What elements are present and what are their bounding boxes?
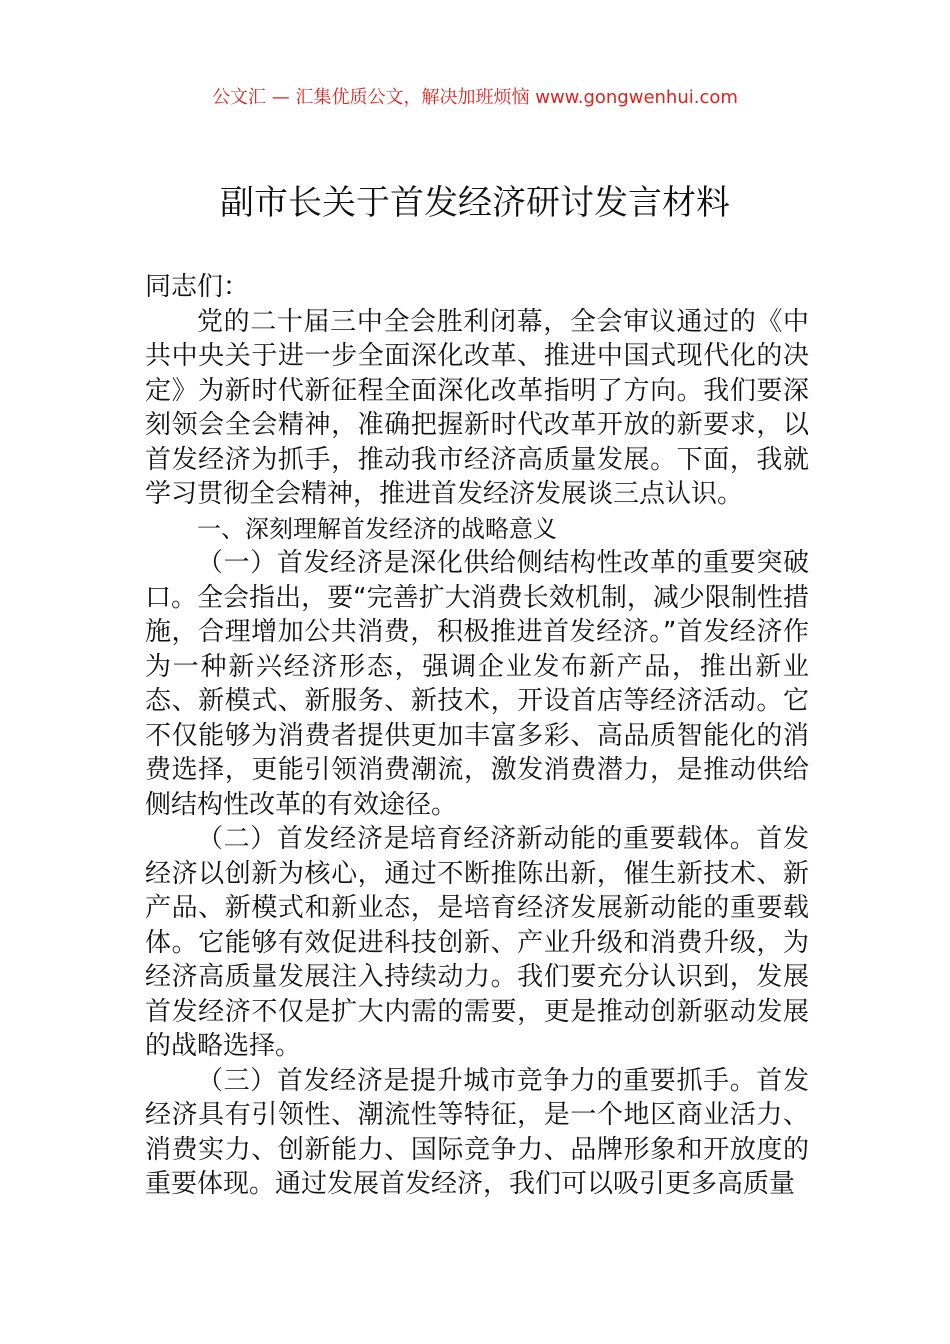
watermark-header: 公文汇 — 汇集优质公文，解决加班烦恼 www.gongwenhui.com: [212, 87, 738, 108]
paragraph-point-1: （一）首发经济是深化供给侧结构性改革的重要突破口。全会指出，要“完善扩大消费长效机制，减少限制性措施，合理增加公共消费，积极推进首发经济。”首发经济作为一种新兴经济形态，强调企业发布新产品，推出新业态、新模式、新服务、新技术，开设首店等经济活动。它不仅能够为消费者提供更加丰富多彩、高品质智能化的消费选择，更能引领消费潮流，激发消费潜力，是推动供给侧结构性改革的有效途径。: [145, 548, 809, 820]
document-title: 副市长关于首发经济研讨发言材料: [220, 183, 730, 223]
section-heading: 一、深刻理解首发经济的战略意义: [197, 514, 557, 543]
paragraph-intro: 党的二十届三中全会胜利闭幕，全会审议通过的《中共中央关于进一步全面深化改革、推进中国式现代化的决定》为新时代新征程全面深化改革指明了方向。我们要深刻领会全会精神，准确把握新时代改革开放的新要求，以首发经济为抓手，推动我市经济高质量发展。下面，我就学习贯彻全会精神，推进首发经济发展谈三点认识。: [145, 306, 809, 509]
paragraph-point-2: （二）首发经济是培育经济新动能的重要载体。首发经济以创新为核心，通过不断推陈出新，催生新技术、新产品、新模式和新业态，是培育经济发展新动能的重要载体。它能够有效促进科技创新、产业升级和消费升级，为经济高质量发展注入持续动力。我们要充分认识到，发展首发经济不仅是扩大内需的需要，更是推动创新驱动发展的战略选择。: [145, 824, 809, 1061]
salutation: 同志们：: [145, 272, 250, 302]
paragraph-point-3: （三）首发经济是提升城市竞争力的重要抓手。首发经济具有引领性、潮流性等特征，是一个地区商业活力、消费实力、创新能力、国际竞争力、品牌形象和开放度的重要体现。通过发展首发经济，我们可以吸引更多高质量: [145, 1065, 809, 1199]
document-body: [145, 270, 809, 1202]
